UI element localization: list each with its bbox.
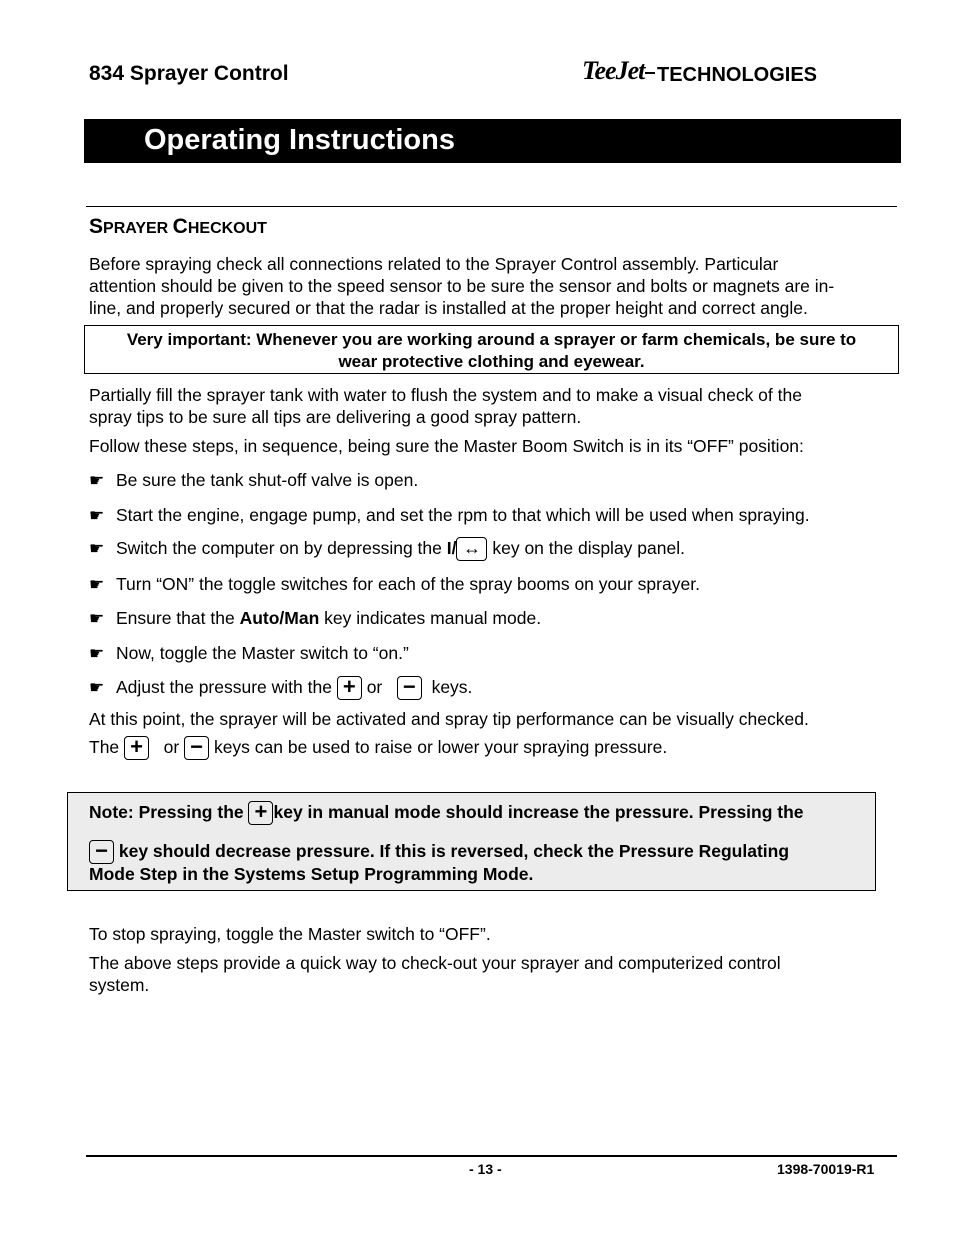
minus-key-icon: − [89,840,114,864]
summary-line: The above steps provide a quick way to check-out your sprayer and computerized control [89,953,781,973]
pointing-hand-icon: ☛ [89,678,105,697]
logo-text: TeeJet [582,56,645,85]
pointing-hand-icon: ☛ [89,506,105,525]
power-key-label: I/ [446,538,457,558]
step-text: Now, toggle the Master switch to “on.” [116,643,409,663]
step-text: Start the engine, engage pump, and set the rpm to that which will be used when spraying. [116,505,810,525]
flush-line: spray tips to be sure all tips are delivering a good spray pattern. [89,407,582,427]
step-text: key on the display panel. [487,538,685,558]
page-number: - 13 - [469,1161,502,1177]
raise-lower-line [89,736,667,760]
heading-small-2: HECKOUT [187,220,267,237]
note-text: Note: Pressing the [89,802,249,822]
pointing-hand-icon: ☛ [89,471,105,490]
step-text: Ensure that the [116,608,240,628]
plus-key-icon: + [124,736,149,760]
plus-key-icon: + [248,801,273,825]
warning-line: Very important: Whenever you are working around a sprayer or farm chemicals, be sure to [126,330,857,349]
footer-rule [86,1155,897,1157]
pointing-hand-icon: ☛ [89,539,105,558]
pointing-hand-icon: ☛ [89,575,105,594]
step-text: key indicates manual mode. [319,608,542,628]
step-text: Adjust the pressure with the [116,677,337,697]
raise-text: keys can be used to raise or lower your spraying pressure. [213,737,668,757]
warning-line: wear protective clothing and eyewear. [338,352,645,371]
summary-paragraph [89,952,899,996]
document-number: 1398-70019-R1 [777,1161,875,1177]
intro-line: Before spraying check all connections related to the Sprayer Control assembly. Particular [89,254,779,274]
product-title: 834 Sprayer Control [89,62,289,85]
step-item [89,504,810,527]
pointing-hand-icon: ☛ [89,644,105,663]
step-item [89,537,685,561]
raise-text: or [163,737,180,757]
step-item [89,642,409,665]
step-item [89,469,418,492]
stop-text: To stop spraying, toggle the Master switch to “OFF”. [89,924,491,944]
plus-key-icon: + [337,676,362,700]
intro-line: line, and properly secured or that the radar is installed at the proper height and correct angle. [89,298,808,318]
flush-line: Partially fill the sprayer tank with water to flush the system and to make a visual check of the [89,385,802,405]
section-rule [86,206,897,207]
step-item [89,676,472,700]
note-text: key in manual mode should increase the pressure. Pressing the [273,802,804,822]
teejet-logo [582,56,655,86]
auto-man-key-label: Auto/Man [239,608,320,628]
step-text: or [366,677,383,697]
step-text: Switch the computer on by depressing the [116,538,447,558]
power-arrow-key-icon: ↔ [456,537,487,561]
warning-box [84,325,899,374]
step-text: Turn “ON” the toggle switches for each of the spray booms on your sprayer. [116,574,700,594]
note-line [89,840,789,864]
summary-line: system. [89,975,150,995]
logo-underline [645,72,655,74]
intro-line: attention should be given to the speed sensor to be sure the sensor and bolts or magnets are in- [89,276,835,296]
step-text: Be sure the tank shut-off valve is open. [116,470,419,490]
minus-key-icon: − [184,736,209,760]
step-item [89,607,541,630]
pointing-hand-icon: ☛ [89,609,105,628]
note-text: key should decrease pressure. If this is reversed, check the Pressure Regulating [114,841,790,861]
intro-paragraph [89,253,899,319]
step-text: keys. [431,677,473,697]
raise-text: The [89,737,120,757]
brand-suffix: TECHNOLOGIES [657,64,818,86]
heading-small-1: PRAYER [103,220,173,237]
note-line: Mode Step in the Systems Setup Programming Mode. [89,864,534,884]
step-item [89,573,700,596]
heading-cap-1: S [89,215,104,238]
heading-cap-2: C [172,215,188,238]
minus-key-icon: − [397,676,422,700]
flush-paragraph [89,384,899,428]
activated-text: At this point, the sprayer will be activated and spray tip performance can be visually checked. [89,709,809,729]
section-heading [89,215,267,239]
note-line [89,801,804,825]
page-title: Operating Instructions [144,124,455,156]
follow-text: Follow these steps, in sequence, being sure the Master Boom Switch is in its “OFF” position: [89,436,804,456]
